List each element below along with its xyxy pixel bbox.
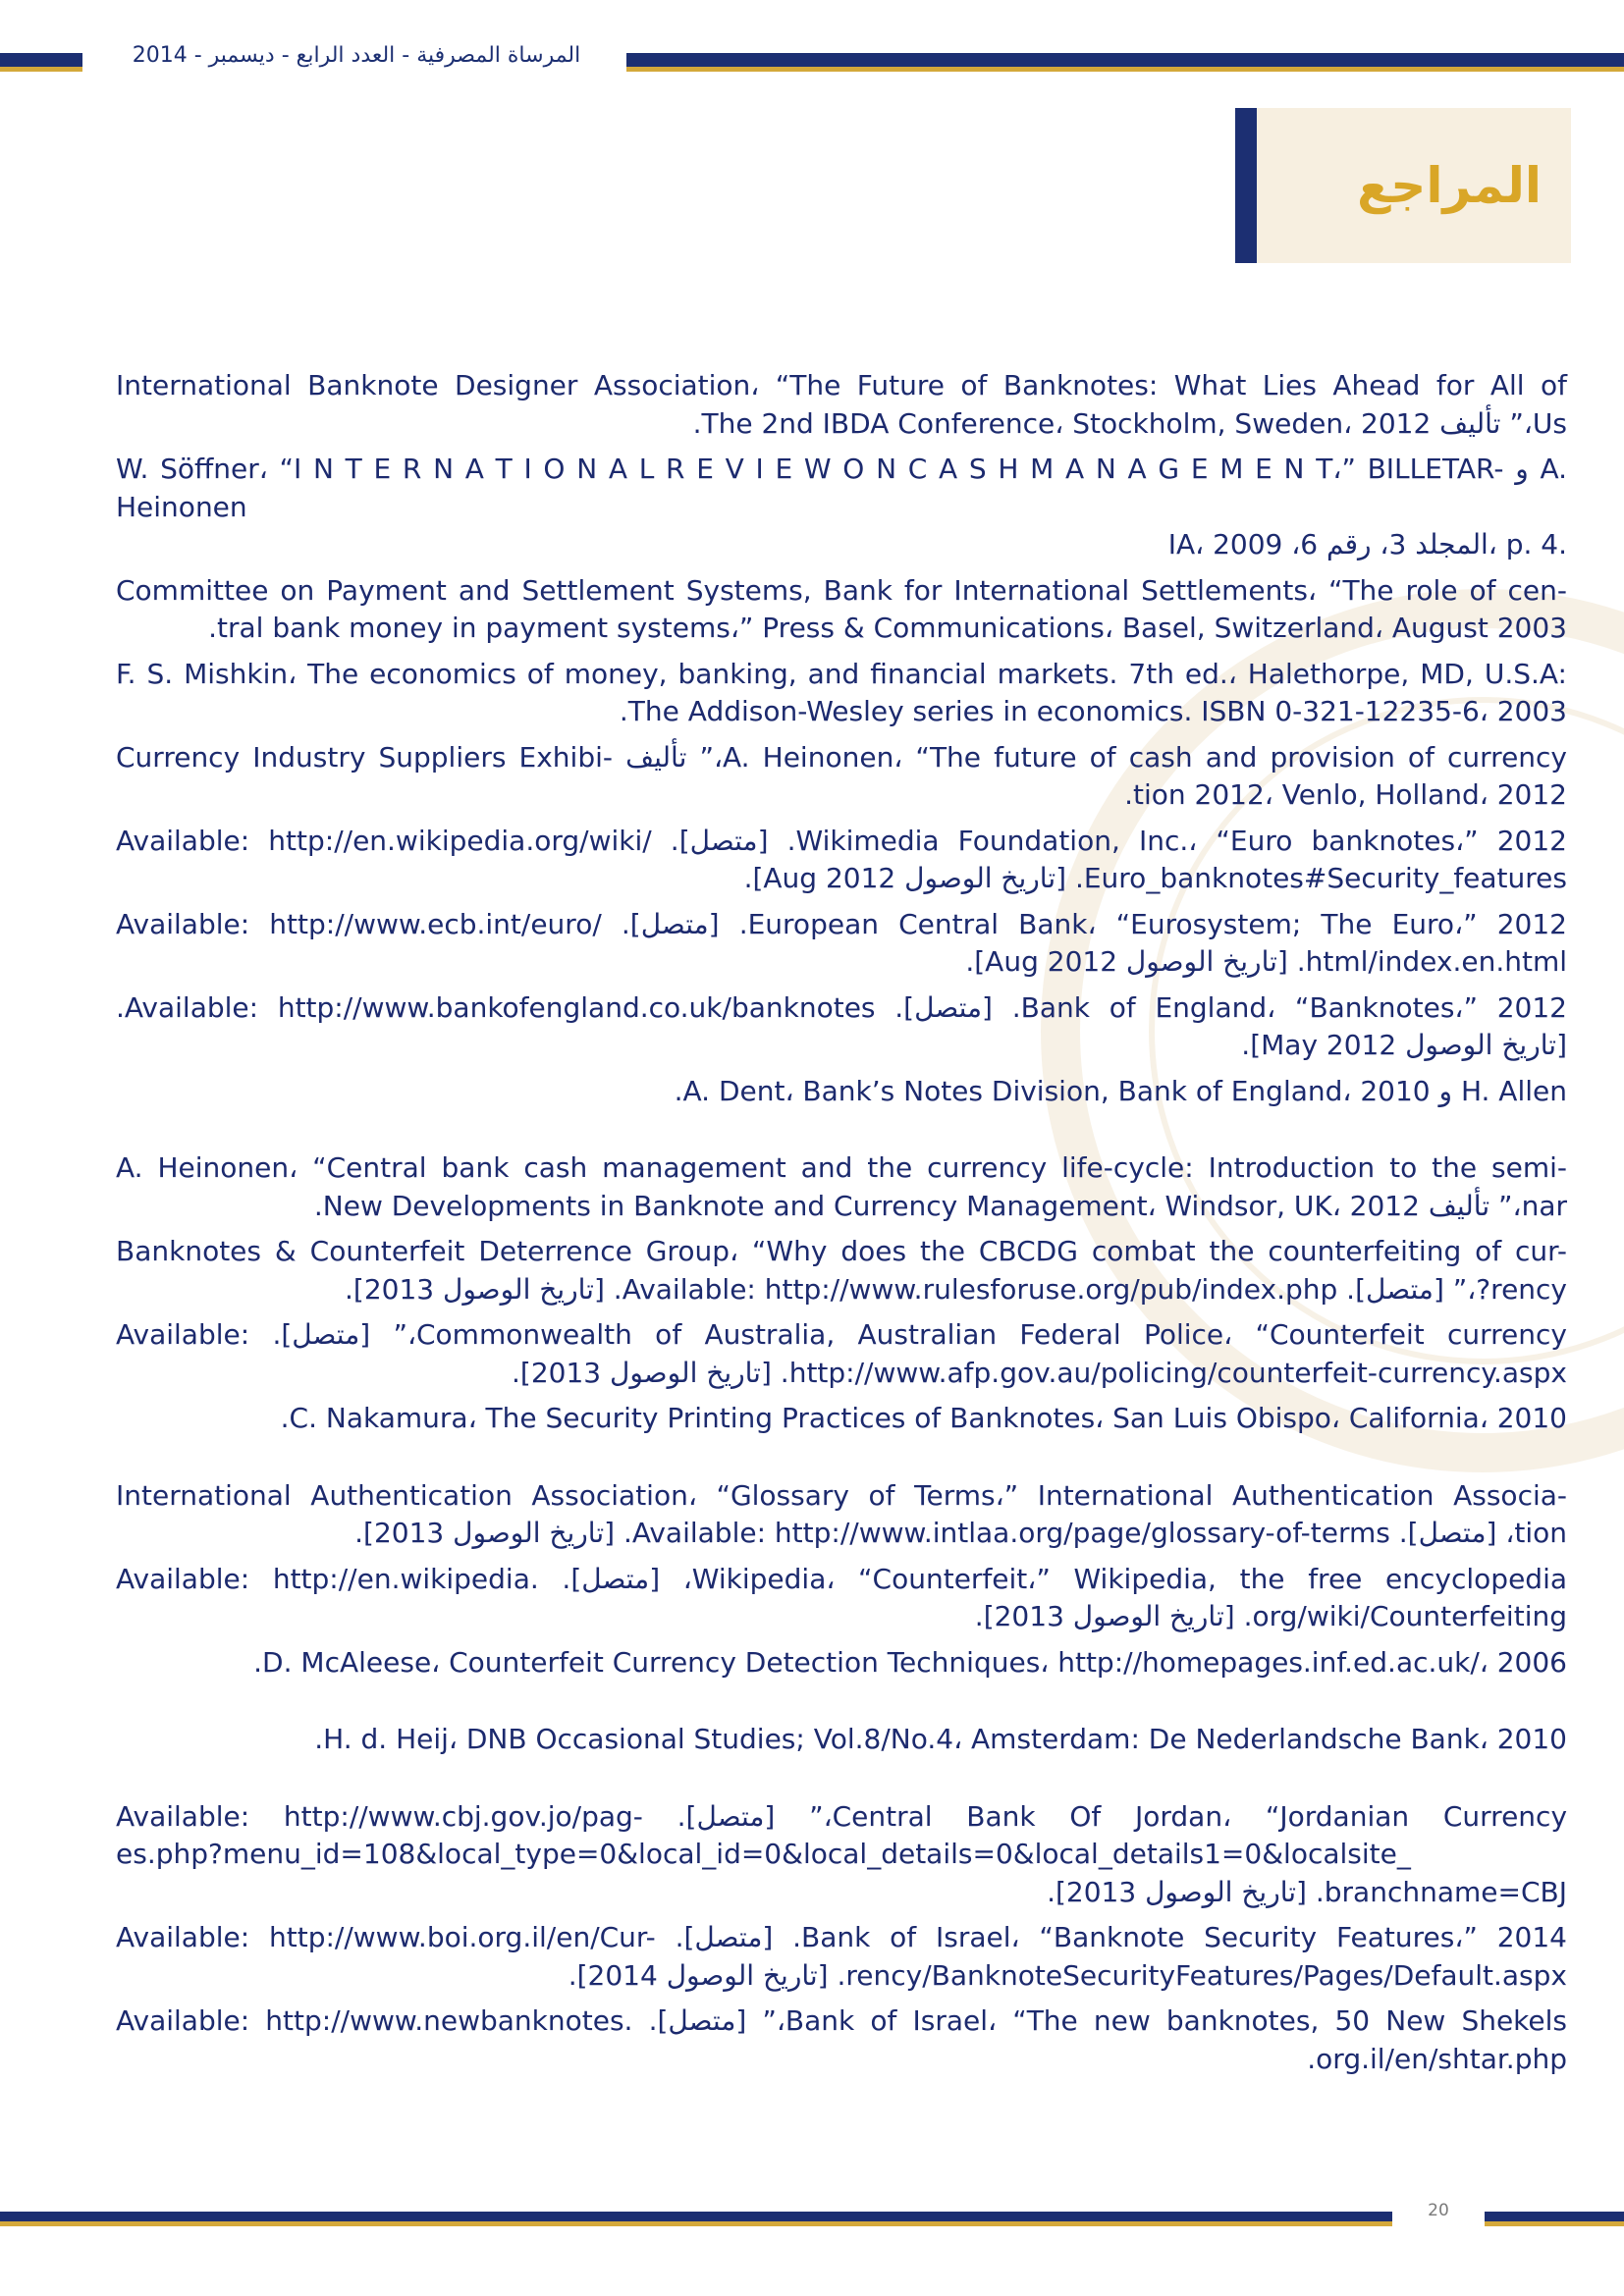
reference-line: .C. Nakamura، The Security Printing Practices of Banknotes، San Luis Obispo، California، 2010 xyxy=(280,1402,1567,1434)
reference-entry xyxy=(116,1316,1567,1392)
reference-line: .Available: http://www.bankofengland.co.uk/banknotes .[متصل] .Bank of England، “Banknotes،” 2012 xyxy=(116,990,1567,1024)
reference-line: International Authentication Association، “Glossary of Terms،” International Authentication Associa- xyxy=(116,1478,1567,1512)
reference-line: .[2013 تاريخ الوصول] .Available: http://www.intlaa.org/page/glossary-of-terms .[متصل] ،tion xyxy=(354,1517,1567,1549)
reference-line: .tion 2012، Venlo, Holland، 2012 xyxy=(1124,778,1567,811)
header-rule-left xyxy=(0,53,82,67)
reference-line: W. Söffner، “I N T E R N A T I O N A L R E V I E W O N C A S H M A N A G E M E N T،” BILLETAR- و A. Heinonen xyxy=(116,453,1568,523)
reference-line: .[May 2012 تاريخ الوصول] xyxy=(1241,1029,1567,1061)
reference-entry xyxy=(116,1919,1567,1995)
reference-line: Available: http://www.newbanknotes. .[متصل] ”،Bank of Israel، “The new banknotes, 50 New Shekels xyxy=(116,2004,1567,2037)
reference-entry xyxy=(116,1477,1567,1553)
references-list xyxy=(116,367,1567,2086)
reference-line: .[2014 تاريخ الوصول] .rency/BanknoteSecurityFeatures/Pages/Default.aspx xyxy=(568,1958,1567,1992)
reference-line: Available: .[متصل] ”،Commonwealth of Australia, Australian Federal Police، “Counterfeit currency xyxy=(116,1318,1567,1351)
reference-entry xyxy=(116,572,1567,648)
reference-line: Available: http://en.wikipedia.org/wiki/ .[متصل] .Wikimedia Foundation, Inc.، “Euro banknotes،” 2012 xyxy=(116,824,1567,857)
reference-line: International Banknote Designer Association، “The Future of Banknotes: What Lies Ahead for All of xyxy=(116,369,1567,401)
reference-line: es.php?menu_id=108&local_type=0&local_id=0&local_details=0&local_details1=0&localsite_ xyxy=(116,1838,1411,1870)
reference-line: .[Aug 2012 تاريخ الوصول] .Euro_banknotes#Security_features xyxy=(743,862,1567,894)
reference-line: Available: http://www.boi.org.il/en/Cur- .[متصل] .Bank of Israel، “Banknote Security Features،” 2014 xyxy=(116,1921,1567,1953)
reference-entry xyxy=(116,989,1567,1065)
reference-line: .[2013 تاريخ الوصول] .Available: http://www.rulesforuse.org/pub/index.php .[متصل] ”،?rency xyxy=(345,1272,1567,1306)
reference-entry xyxy=(116,451,1567,564)
reference-entry xyxy=(116,1561,1567,1636)
reference-entry xyxy=(116,1721,1567,1759)
reference-line: .H. d. Heij، DNB Occasional Studies; Vol.8/No.4، Amsterdam: De Nederlandsche Bank، 2010 xyxy=(314,1723,1567,1755)
reference-entry xyxy=(116,1798,1567,1912)
reference-line: F. S. Mishkin، The economics of money, banking, and financial markets. 7th ed.، Halethorpe, MD, U.S.A: xyxy=(116,657,1567,690)
reference-line: Banknotes & Counterfeit Deterrence Group، “Why does the CBCDG combat the counterfeiting of cur- xyxy=(116,1235,1567,1267)
reference-group-gap xyxy=(116,1118,1567,1149)
section-title-box xyxy=(1235,108,1571,263)
reference-line: Committee on Payment and Settlement Systems, Bank for International Settlements، “The role of cen- xyxy=(116,573,1567,607)
reference-line: Available: http://www.cbj.gov.jo/pag- .[متصل] ”،Central Bank Of Jordan، “Jordanian Currency xyxy=(116,1799,1568,1833)
reference-line: Available: http://en.wikipedia. .[متصل] ،Wikipedia، “Counterfeit،” Wikipedia, the free encyclopedia xyxy=(116,1562,1568,1595)
reference-entry xyxy=(116,367,1567,443)
reference-entry xyxy=(116,906,1567,982)
running-header: المرساة المصرفية - العدد الرابع - ديسمبر - 2014 xyxy=(132,43,581,68)
page-number: 20 xyxy=(1428,2201,1449,2220)
reference-line: .A. Dent، Bank’s Notes Division, Bank of England، 2010 و H. Allen xyxy=(674,1074,1567,1107)
reference-line: .tral bank money in payment systems،” Press & Communications، Basel, Switzerland، August 2003 xyxy=(208,612,1567,644)
reference-line: Available: http://www.ecb.int/euro/ .[متصل] .European Central Bank، “Eurosystem; The Euro،” 2012 xyxy=(116,907,1567,940)
reference-entry xyxy=(116,1233,1567,1308)
reference-line: .D. McAleese، Counterfeit Currency Detection Techniques، http://homepages.inf.ed.ac.uk/، 2006 xyxy=(253,1645,1567,1679)
reference-line: .New Developments in Banknote and Currency Management، Windsor, UK، 2012 تأليف ”،nar xyxy=(313,1189,1567,1222)
reference-line: A. Heinonen، “Central bank cash management and the currency life-cycle: Introduction to the semi- xyxy=(116,1151,1567,1184)
reference-line: .[2013 تاريخ الوصول] .org/wiki/Counterfeiting xyxy=(974,1600,1567,1632)
reference-entry xyxy=(116,656,1567,731)
reference-line: .org.il/en/shtar.php xyxy=(1307,2042,1567,2075)
reference-line: .[2013 تاريخ الوصول] .branchname=CBJ xyxy=(1047,1875,1567,1908)
reference-entry xyxy=(116,2002,1567,2078)
reference-entry xyxy=(116,1149,1567,1225)
reference-line: .The Addison-Wesley series in economics. ISBN 0-321-12235-6، 2003 xyxy=(619,695,1567,727)
reference-line: .[Aug 2012 تاريخ الوصول] .html/index.en.html xyxy=(965,945,1567,978)
reference-group-gap xyxy=(116,1767,1567,1798)
reference-line: .The 2nd IBDA Conference، Stockholm, Sweden، 2012 تأليف ”،Us xyxy=(692,406,1567,440)
reference-line: IA، المجلد 3، رقم 6، 2009، p. 4. xyxy=(1167,528,1567,561)
footer-rule-right xyxy=(1485,2212,1624,2221)
reference-line: Currency Industry Suppliers Exhibi- تأليف ”،A. Heinonen، “The future of cash and provision of currency xyxy=(116,740,1568,774)
section-title: المراجع xyxy=(1357,157,1542,214)
header-rule-right xyxy=(626,53,1624,67)
reference-entry xyxy=(116,1644,1567,1682)
reference-entry xyxy=(116,1073,1567,1111)
footer-rule-left xyxy=(0,2212,1392,2221)
reference-entry xyxy=(116,823,1567,898)
reference-entry xyxy=(116,1400,1567,1438)
reference-line: .[2013 تاريخ الوصول] .http://www.afp.gov.au/policing/counterfeit-currency.aspx xyxy=(512,1356,1567,1389)
reference-group-gap xyxy=(116,1446,1567,1477)
reference-entry xyxy=(116,739,1567,815)
reference-group-gap xyxy=(116,1689,1567,1721)
